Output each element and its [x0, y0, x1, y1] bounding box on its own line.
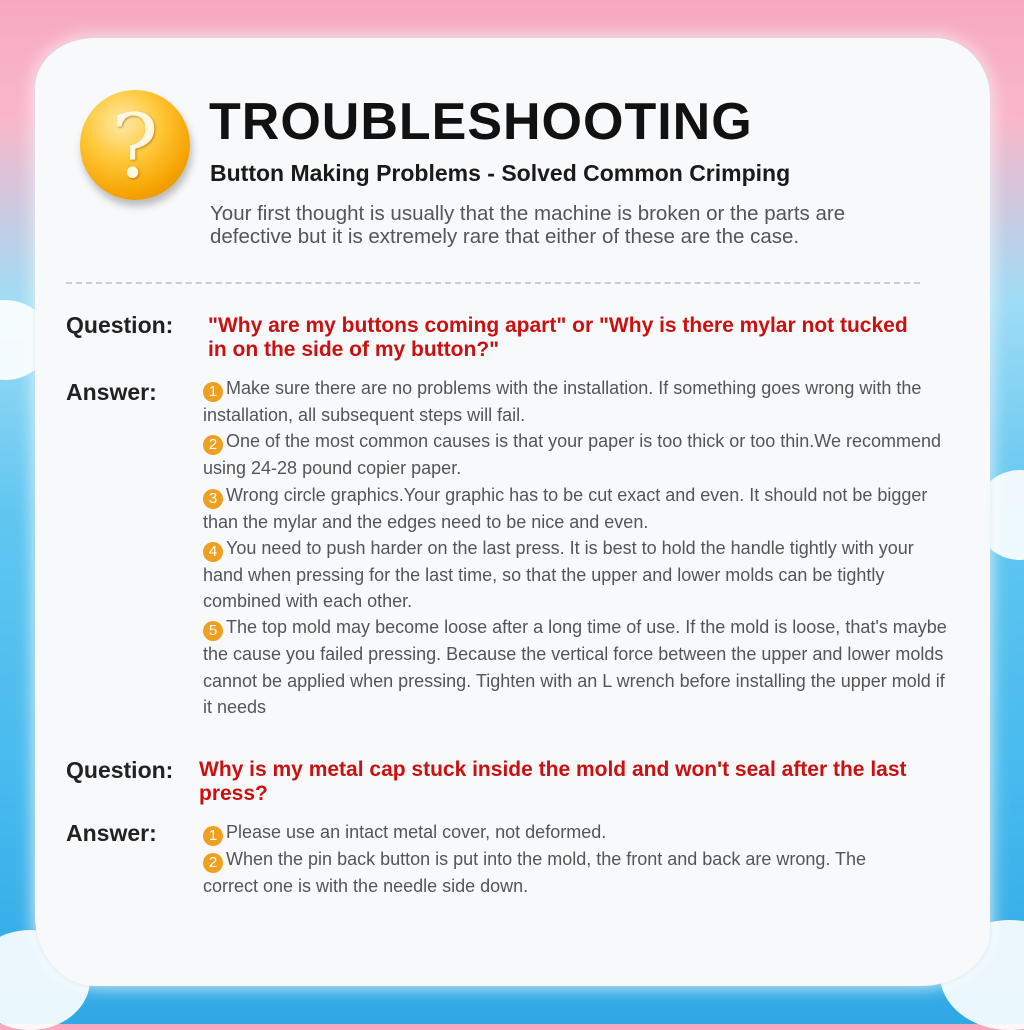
answer-text: You need to push harder on the last press. It is best to hold the handle tightly with your hand when pressing for the last time, so that the upper and lower molds can be tightly combined with each other. [203, 537, 914, 612]
number-badge: 2 [203, 435, 223, 455]
number-badge: 1 [203, 382, 223, 402]
answer-list [203, 819, 923, 899]
answer-text: When the pin back button is put into the mold, the front and back are wrong. The correct one is with the needle side down. [203, 849, 867, 896]
answer-text: Make sure there are no problems with the installation. If something goes wrong with the installation, all subsequent steps will fail. [203, 378, 922, 425]
number-badge: 1 [203, 826, 223, 846]
question-text: "Why are my buttons coming apart" or "Why is there mylar not tucked in on the side of my button?" [208, 314, 908, 361]
number-badge: 3 [203, 489, 223, 509]
answer-text: Please use an intact metal cover, not deformed. [226, 822, 607, 842]
answer-text: The top mold may become loose after a long time of use. If the mold is loose, that's maybe the cause you failed pressing. Because the vertical force between the upper and lower molds cannot be applied when pressing. Tighten with an L wrench before installing the upper mold if it needs [203, 617, 947, 718]
answer-text: One of the most common causes is that your paper is too thick or too thin.We recommend using 24-28 pound copier paper. [203, 431, 941, 479]
answer-item [203, 482, 948, 535]
page-title: TROUBLESHOOTING [209, 93, 753, 151]
answer-item [203, 614, 948, 720]
intro-text: Your first thought is usually that the machine is broken or the parts are defective but it is extremely rare that either of these are the case. [210, 202, 846, 248]
question-label: Question: [66, 757, 174, 783]
number-badge: 2 [203, 853, 223, 873]
number-badge: 4 [203, 542, 223, 562]
answer-text: Wrong circle graphics.Your graphic has to be cut exact and even. It should not be bigger than the mylar and the edges need to be nice and even. [203, 484, 928, 532]
question-label: Question: [66, 312, 174, 338]
divider [66, 282, 920, 284]
question-mark-icon: ? [80, 90, 190, 200]
answer-item [203, 375, 948, 428]
answer-item [203, 819, 923, 846]
answer-item [203, 428, 948, 481]
answer-label: Answer: [66, 379, 157, 405]
answer-list [203, 375, 948, 720]
answer-item [203, 846, 923, 899]
number-badge: 5 [203, 621, 223, 641]
page-subtitle: Button Making Problems - Solved Common Crimping [210, 160, 791, 186]
answer-item [203, 535, 948, 615]
answer-label: Answer: [66, 820, 157, 846]
question-text: Why is my metal cap stuck inside the mold and won't seal after the last press? [199, 758, 907, 805]
